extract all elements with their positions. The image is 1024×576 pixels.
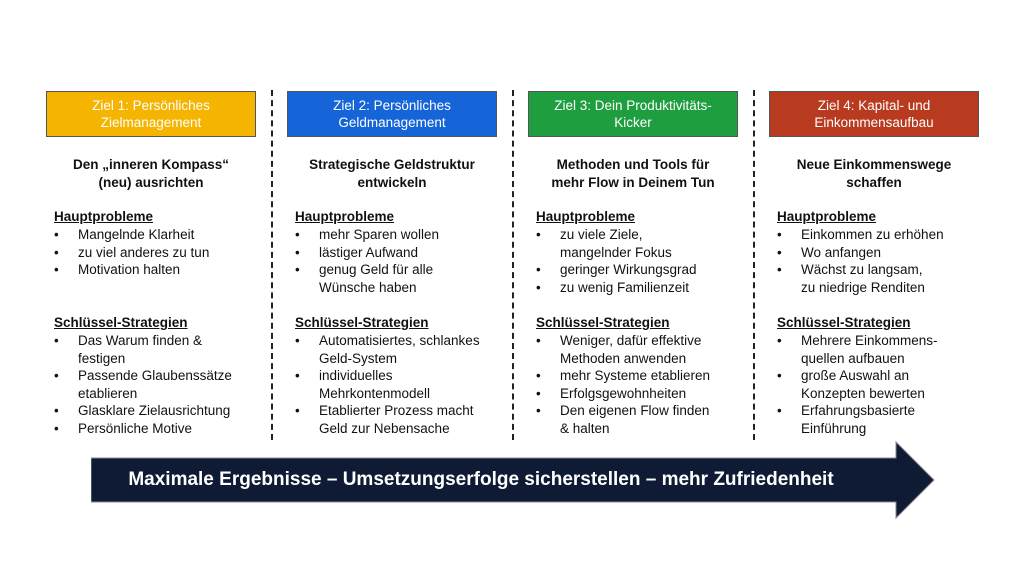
- goal-subtitle-3: Methoden und Tools für mehr Flow in Deinem Tun: [551, 157, 715, 190]
- goal-subtitle-4: Neue Einkommenswege schaffen: [796, 157, 952, 190]
- strategy-item: • große Auswahl an Konzepten bewerten: [769, 367, 979, 402]
- goal-box-4: Ziel 4: Kapital- und Einkommensaufbau: [769, 91, 979, 137]
- strategy-item: • Etablierter Prozess macht Geld zur Nebensache: [287, 402, 497, 437]
- problem-item: • geringer Wirkungsgrad: [528, 261, 738, 279]
- strategy-item: • individuelles Mehrkontenmodell: [287, 367, 497, 402]
- strategy-item: • Automatisiertes, schlankes Geld-System: [287, 332, 497, 367]
- strategies-list-1: [46, 332, 256, 437]
- problem-item: • Wächst zu langsam, zu niedrige Renditen: [769, 261, 979, 296]
- problems-title-2: Hauptprobleme: [295, 209, 395, 224]
- strategy-item: • Erfolgsgewohnheiten: [528, 385, 738, 403]
- strategies-title-1: Schlüssel-Strategien: [54, 315, 188, 330]
- problems-title-4: Hauptprobleme: [777, 209, 877, 224]
- strategies-list-3: [528, 332, 738, 437]
- problems-list-2: [287, 226, 497, 296]
- column-goal-2: [287, 91, 497, 437]
- column-divider: [271, 90, 273, 440]
- problem-item: • Motivation halten: [46, 261, 256, 279]
- strategy-item: • Mehrere Einkommens- quellen aufbauen: [769, 332, 979, 367]
- strategies-title-2: Schlüssel-Strategien: [295, 315, 429, 330]
- problem-item: • Einkommen zu erhöhen: [769, 226, 979, 244]
- column-divider: [512, 90, 514, 440]
- goal-box-3: Ziel 3: Dein Produktivitäts- Kicker: [528, 91, 738, 137]
- strategy-item: • Den eigenen Flow finden & halten: [528, 402, 738, 437]
- goal-box-1: Ziel 1: Persönliches Zielmanagement: [46, 91, 256, 137]
- column-goal-3: [528, 91, 738, 437]
- strategy-item: • Passende Glaubenssätze etablieren: [46, 367, 256, 402]
- strategy-item: • mehr Systeme etablieren: [528, 367, 738, 385]
- goal-subtitle-1: Den „inneren Kompass“ (neu) ausrichten: [72, 157, 230, 190]
- problem-item: • mehr Sparen wollen: [287, 226, 497, 244]
- problems-list-1: [46, 226, 256, 279]
- goal-box-2: Ziel 2: Persönliches Geldmanagement: [287, 91, 497, 137]
- problem-item: • Mangelnde Klarheit: [46, 226, 256, 244]
- problem-item: • zu viele Ziele, mangelnder Fokus: [528, 226, 738, 261]
- problems-title-3: Hauptprobleme: [536, 209, 636, 224]
- strategy-item: • Glasklare Zielausrichtung: [46, 402, 256, 420]
- column-goal-4: [769, 91, 979, 437]
- problems-list-3: [528, 226, 738, 296]
- strategies-title-4: Schlüssel-Strategien: [777, 315, 911, 330]
- column-divider: [753, 90, 755, 440]
- problem-item: • zu viel anderes zu tun: [46, 244, 256, 262]
- strategies-list-4: [769, 332, 979, 437]
- problem-item: • Wo anfangen: [769, 244, 979, 262]
- strategy-item: • Das Warum finden & festigen: [46, 332, 256, 367]
- problems-list-4: [769, 226, 979, 296]
- problem-item: • genug Geld für alle Wünsche haben: [287, 261, 497, 296]
- column-goal-1: [46, 91, 256, 437]
- problem-item: • lästiger Aufwand: [287, 244, 497, 262]
- problem-item: • zu wenig Familienzeit: [528, 279, 738, 297]
- strategy-item: • Erfahrungsbasierte Einführung: [769, 402, 979, 437]
- strategy-item: • Persönliche Motive: [46, 420, 256, 438]
- strategies-title-3: Schlüssel-Strategien: [536, 315, 670, 330]
- result-arrow-label: Maximale Ergebnisse – Umsetzungserfolge sicherstellen – mehr Zufriedenheit: [128, 469, 834, 490]
- problems-title-1: Hauptprobleme: [54, 209, 154, 224]
- strategy-item: • Weniger, dafür effektive Methoden anwenden: [528, 332, 738, 367]
- strategies-list-2: [287, 332, 497, 437]
- goal-subtitle-2: Strategische Geldstruktur entwickeln: [309, 157, 475, 190]
